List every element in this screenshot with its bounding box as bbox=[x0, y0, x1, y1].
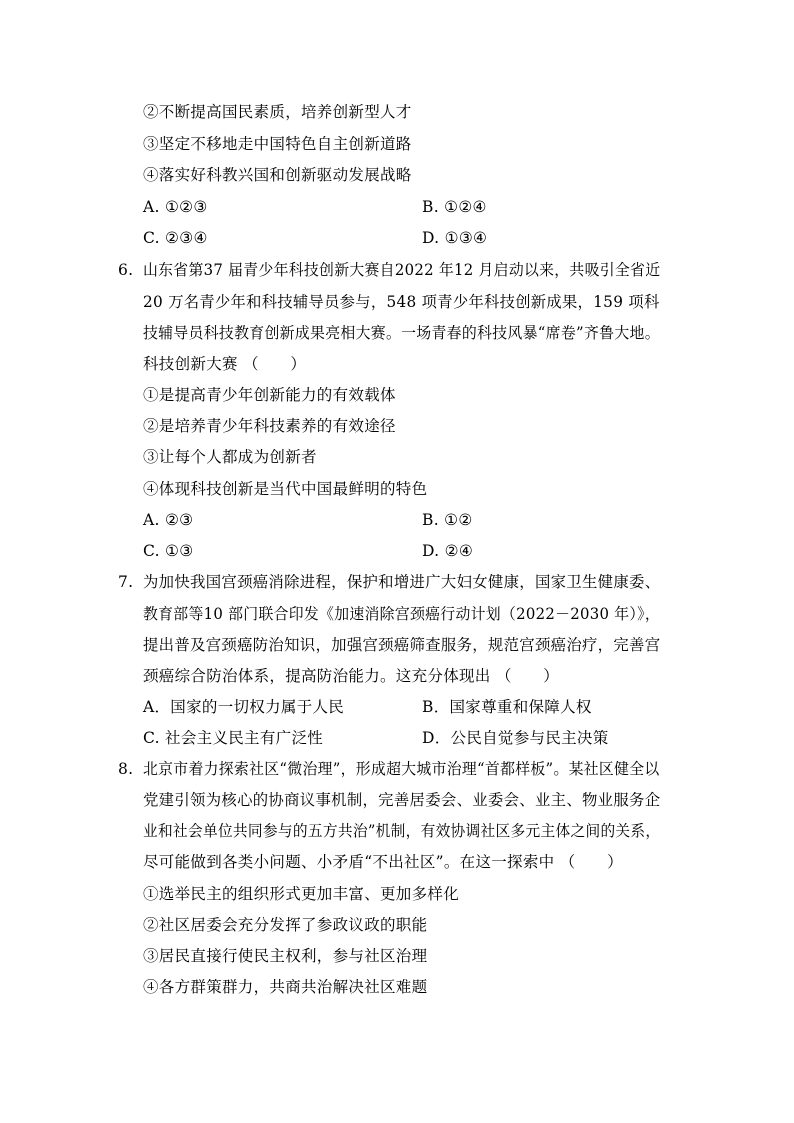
q6-item-2: ②是培养青少年科技素养的有效途径 bbox=[143, 417, 396, 435]
q8-number: 8. bbox=[118, 760, 134, 778]
q6-stem-line-2: 20 万名青少年和科技辅导员参与，548 项青少年科技创新成果，159 项科 bbox=[143, 293, 660, 311]
q6-item-3: ③让每个人都成为创新者 bbox=[143, 448, 317, 466]
q8-stem-line-2: 党建引领为核心的协商议事机制，完善居委会、业委会、业主、物业服务企 bbox=[143, 791, 661, 809]
q6-option-a: A. ②③ bbox=[143, 511, 194, 529]
q5-option-c: C. ②③④ bbox=[143, 229, 208, 247]
q6-option-c: C. ①③ bbox=[143, 542, 194, 560]
q6-stem-line-3: 技辅导员科技教育创新成果亮相大赛。一场青春的科技风暴“席卷”齐鲁大地。 bbox=[143, 324, 660, 342]
q8-item-4: ④各方群策群力，共商共治解决社区难题 bbox=[143, 978, 428, 996]
q7-number: 7. bbox=[118, 573, 134, 591]
q5-item-4: ④落实好科教兴国和创新驱动发展战略 bbox=[143, 166, 412, 184]
q8-stem-line-1: 北京市着力探索社区“微治理”，形成超大城市治理“首都样板”。某社区健全以 bbox=[143, 760, 660, 778]
q6-option-d: D. ②④ bbox=[422, 542, 474, 560]
q6-number: 6. bbox=[118, 261, 134, 279]
q8-stem-line-4: 尽可能做到各类小问题、小矛盾“不出社区”。在这一探索中 （ ） bbox=[143, 853, 623, 871]
q8-item-3: ③居民直接行使民主权利，参与社区治理 bbox=[143, 947, 428, 965]
q8-item-2: ②社区居委会充分发挥了参政议政的职能 bbox=[143, 916, 428, 934]
q7-stem-line-4: 颈癌综合防治体系，提高防治能力。这充分体现出 （ ） bbox=[143, 667, 560, 685]
q5-option-d: D. ①③④ bbox=[422, 229, 488, 247]
q6-option-b: B. ①② bbox=[422, 511, 473, 529]
q5-item-3: ③坚定不移地走中国特色自主创新道路 bbox=[143, 135, 412, 153]
q6-stem-line-4: 科技创新大赛 （ ） bbox=[143, 355, 307, 373]
q7-option-d: D．公民自觉参与民主决策 bbox=[422, 729, 609, 747]
q7-stem-line-3: 提出普及宫颈癌防治知识，加强宫颈癌筛查服务，规范宫颈癌治疗，完善宫 bbox=[143, 636, 661, 654]
q6-item-1: ①是提高青少年创新能力的有效载体 bbox=[143, 386, 396, 404]
q8-stem-line-3: 业和社会单位共同参与的五方共治”机制，有效协调社区多元主体之间的关系， bbox=[143, 822, 661, 840]
q8-item-1: ①选举民主的组织形式更加丰富、更加多样化 bbox=[143, 885, 460, 903]
q5-item-2: ②不断提高国民素质，培养创新型人才 bbox=[143, 103, 412, 121]
q5-option-a: A. ①②③ bbox=[143, 198, 208, 216]
q5-option-b: B. ①②④ bbox=[422, 198, 487, 216]
q7-option-b: B．国家尊重和保障人权 bbox=[422, 698, 592, 716]
q7-stem-line-2: 教育部等10 部门联合印发《加速消除宫颈癌行动计划（2022－2030 年）》， bbox=[143, 605, 660, 623]
q7-option-c: C. 社会主义民主有广泛性 bbox=[143, 729, 324, 747]
q6-item-4: ④体现科技创新是当代中国最鲜明的特色 bbox=[143, 480, 428, 498]
q7-stem-line-1: 为加快我国宫颈癌消除进程，保护和增进广大妇女健康，国家卫生健康委、 bbox=[143, 573, 661, 591]
q6-stem-line-1: 山东省第37 届青少年科技创新大赛自2022 年12 月启动以来，共吸引全省近 bbox=[143, 261, 661, 279]
q7-option-a: A．国家的一切权力属于人民 bbox=[143, 698, 345, 716]
